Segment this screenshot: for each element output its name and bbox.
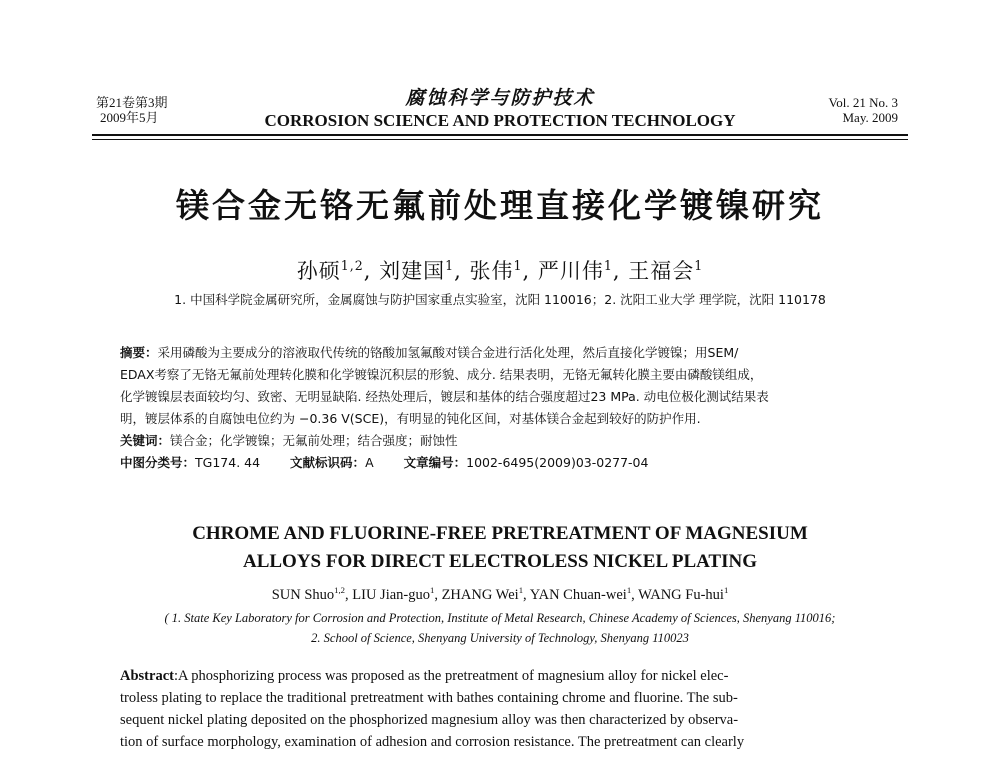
keywords-cn: [120, 430, 880, 452]
author-affil-sup: 1: [445, 258, 455, 273]
author-cn: 严川伟: [537, 259, 604, 283]
author-cn: 孙硕: [296, 259, 341, 283]
header-rule-thin: [92, 139, 908, 140]
abstract-en-line: sequent nickel plating deposited on the phosphorized magnesium alloy was then characterized by observa-: [120, 712, 739, 728]
author-affil-sup: 1: [626, 585, 632, 596]
doc-code-value: A: [365, 455, 374, 470]
author-sep: ,: [345, 587, 349, 603]
author-cn: 张伟: [469, 259, 514, 283]
author-sep: ,: [363, 259, 372, 283]
journal-header: [220, 88, 780, 131]
author-sep: ,: [522, 259, 531, 283]
abstract-cn-line: 化学镀镍层表面较均匀、致密、无明显缺陷. 经热处理后，镀层和基体的结合强度超过23 MPa. 动电位极化测试结果表: [120, 389, 769, 404]
author-affil-sup: 1: [429, 585, 435, 596]
header-rule-thick: [92, 134, 908, 136]
paper-title-en: [80, 520, 920, 576]
affiliation-en-line: 2. School of Science, Shenyang University of Technology, Shenyang 110023: [311, 631, 689, 645]
author-sep: ,: [612, 259, 621, 283]
authors-cn: [80, 258, 920, 284]
abstract-cn-line: [120, 342, 880, 364]
author-en: LIU Jian-guo: [352, 587, 430, 603]
abstract-en-line: tion of surface morphology, examination of adhesion and corrosion resistance. The pretreatment can clearly: [120, 734, 745, 750]
issue-volume: 第21卷第3期: [96, 95, 168, 110]
affiliation-en-line: ( 1. State Key Laboratory for Corrosion and Protection, Institute of Metal Research, Chinese Academy of Sciences, Shenyang 110016;: [164, 611, 836, 625]
author-affil-sup: 1: [513, 258, 523, 273]
volume-en: Vol. 21 No. 3: [828, 95, 898, 110]
abstract-en-label: Abstract: [120, 668, 174, 684]
author-en: ZHANG Wei: [441, 587, 519, 603]
author-affil-sup: 1,2: [334, 585, 346, 596]
author-en: SUN Shuo: [271, 587, 335, 603]
issue-info-en: [778, 95, 898, 125]
author-cn: 王福会: [628, 259, 695, 283]
affiliation-en: [60, 608, 940, 648]
authors-en: [80, 586, 920, 604]
article-no-label: 文章编号：: [403, 455, 467, 470]
abstract-cn-text: 采用磷酸为主要成分的溶液取代传统的铬酸加氢氟酸对镁合金进行活化处理，然后直接化学镀镍；用SEM/: [157, 345, 739, 360]
abstract-en-colon: :: [173, 668, 178, 684]
abstract-cn: [120, 342, 880, 474]
issue-info: [96, 95, 226, 125]
abstract-en-line: [120, 665, 882, 687]
paper-title-en-line: ALLOYS FOR DIRECT ELECTROLESS NICKEL PLATING: [242, 551, 757, 572]
author-en: YAN Chuan-wei: [529, 587, 627, 603]
clc-value: TG174. 44: [195, 455, 261, 470]
article-no-value: 1002-6495(2009)03-0277-04: [466, 455, 649, 470]
author-sep: ,: [434, 587, 438, 603]
date-en: May. 2009: [842, 110, 898, 125]
journal-name-en: CORROSION SCIENCE AND PROTECTION TECHNOLOGY: [264, 111, 736, 130]
author-affil-sup: 1,2: [340, 258, 364, 273]
keywords-cn-text: 镁合金；化学镀镍；无氟前处理；结合强度；耐蚀性: [170, 433, 458, 448]
abstract-cn-label: 摘要：: [120, 345, 158, 360]
author-sep: ,: [523, 587, 527, 603]
author-en: WANG Fu-hui: [638, 587, 724, 603]
author-affil-sup: 1: [694, 258, 704, 273]
affiliation-cn: 1. 中国科学院金属研究所，金属腐蚀与防护国家重点实验室，沈阳 110016；2. 沈阳工业大学 理学院，沈阳 110178: [174, 292, 826, 307]
classification-line: [120, 452, 880, 474]
issue-date: 2009年5月: [100, 110, 159, 125]
abstract-en: [120, 665, 882, 753]
paper-title-cn: 镁合金无铬无氟前处理直接化学镀镍研究: [176, 186, 824, 225]
journal-name-cn: 腐蚀科学与防护技术: [405, 88, 595, 109]
abstract-cn-line: 明，镀层体系的自腐蚀电位约为 −0.36 V(SCE)，有明显的钝化区间，对基体镁合金起到较好的防护作用.: [120, 411, 701, 426]
author-affil-sup: 1: [723, 585, 729, 596]
author-affil-sup: 1: [518, 585, 524, 596]
paper-title-en-line: CHROME AND FLUORINE-FREE PRETREATMENT OF MAGNESIUM: [192, 523, 808, 544]
author-cn: 刘建国: [379, 259, 446, 283]
abstract-en-line: troless plating to replace the traditional pretreatment with bathes containing chrome and fluorine. The sub-: [120, 690, 738, 706]
author-affil-sup: 1: [603, 258, 613, 273]
keywords-cn-label: 关键词：: [120, 433, 171, 448]
clc-label: 中图分类号：: [120, 455, 196, 470]
author-sep: ,: [454, 259, 462, 283]
abstract-cn-line: EDAX考察了无铬无氟前处理转化膜和化学镀镍沉积层的形貌、成分. 结果表明，无铬无氟转化膜主要由磷酸镁组成，: [120, 367, 763, 382]
doc-code-label: 文献标识码：: [290, 455, 366, 470]
author-sep: ,: [631, 587, 635, 603]
abstract-en-text: A phosphorizing process was proposed as the pretreatment of magnesium alloy for nickel elec-: [178, 668, 729, 684]
